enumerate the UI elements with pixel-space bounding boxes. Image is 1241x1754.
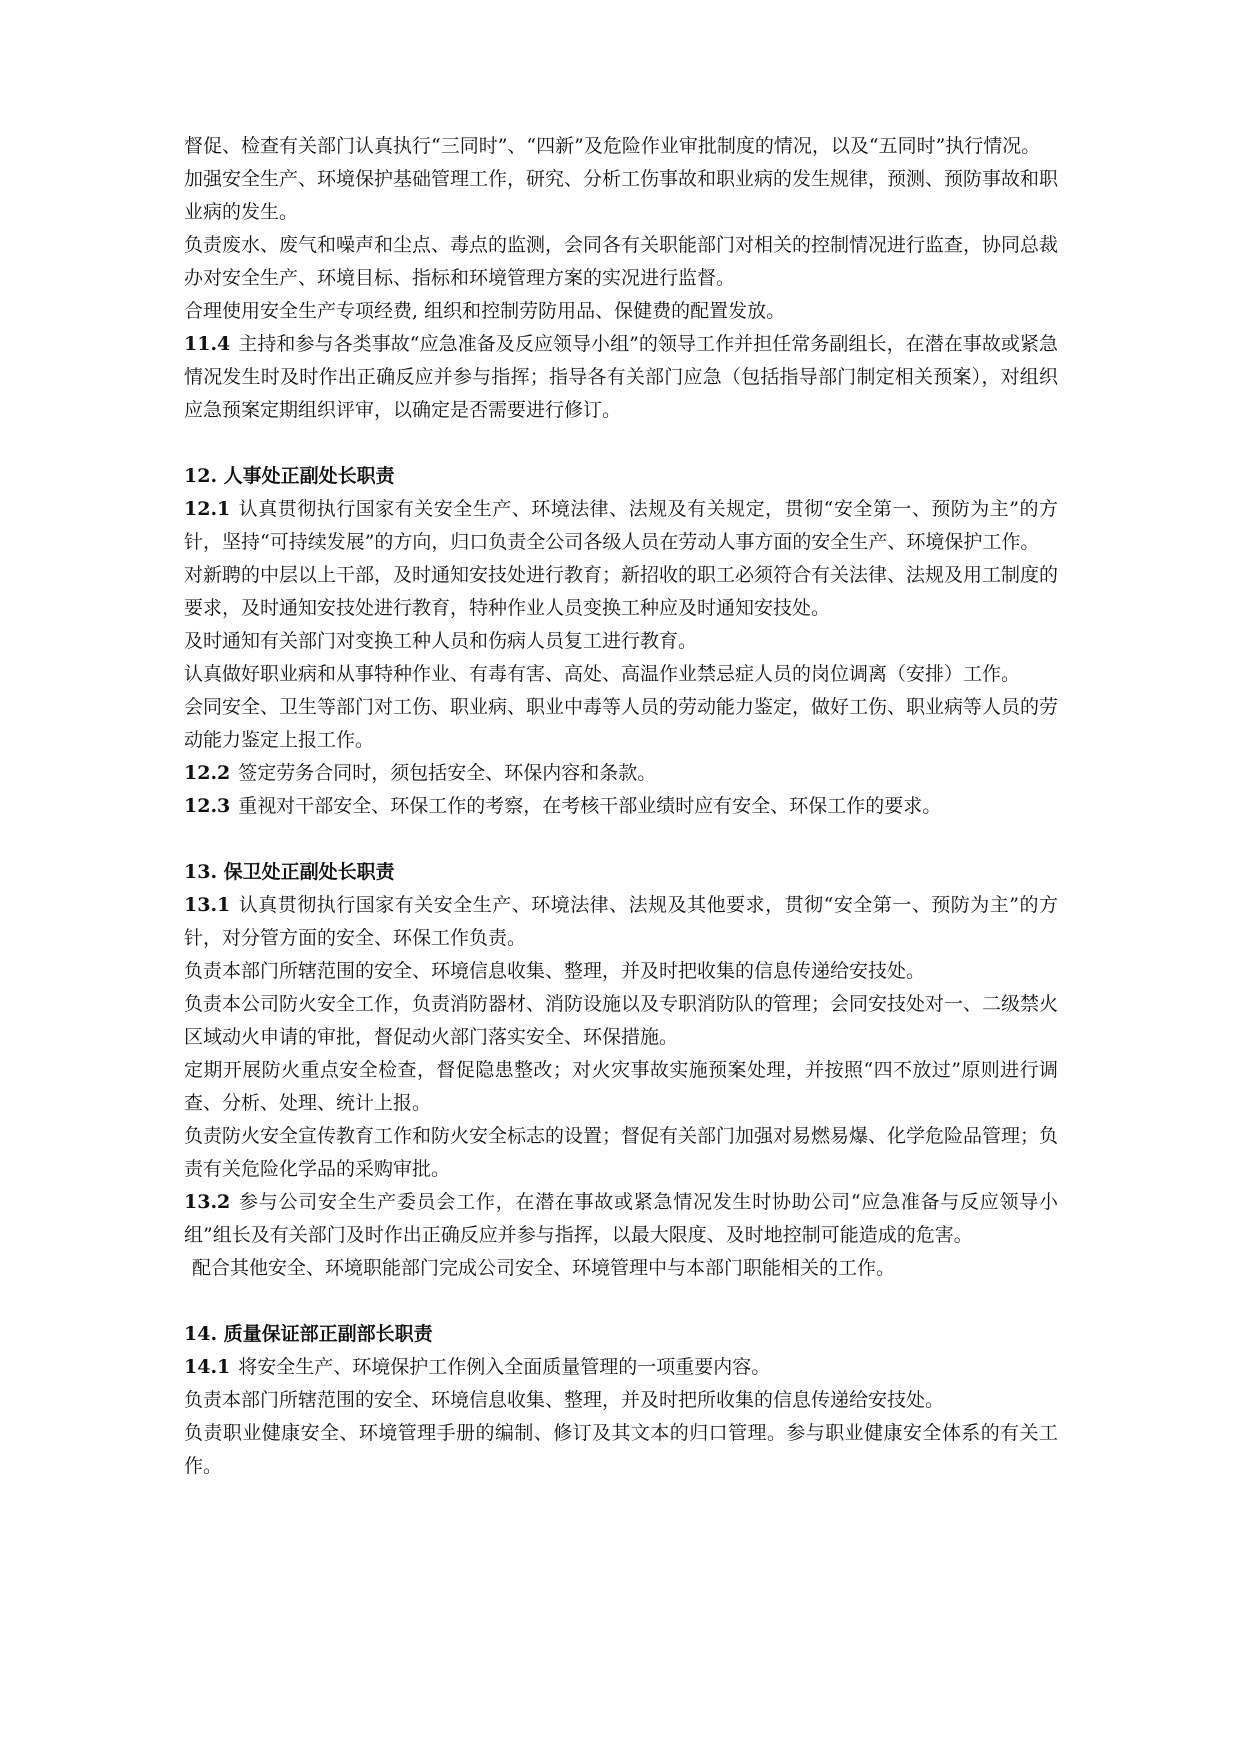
section-heading: 12. 人事处正副处长职责 bbox=[184, 465, 395, 487]
clause-text: 主持和参与各类事故“应急准备及反应领导小组”的领导工作并担任常务副组长，在潜在事故或紧急情况发生时及时作出正确反应并参与指挥；指导各有关部门应急（包括指导部门制定相关预案），对组织应急预案定期组织评审，以确定是否需要进行修订。 bbox=[184, 333, 1058, 421]
paragraph: 合理使用安全生产专项经费, 组织和控制劳防用品、保健费的配置发放。 bbox=[184, 300, 786, 322]
section-heading: 14. 质量保证部正副部长职责 bbox=[184, 1323, 433, 1345]
clause-text: 签定劳务合同时，须包括安全、环保内容和条款。 bbox=[238, 762, 657, 784]
section-gap bbox=[184, 427, 1058, 460]
clause-number: 13.1 bbox=[184, 894, 231, 916]
paragraph: 加强安全生产、环境保护基础管理工作，研究、分析工伤事故和职业病的发生规律，预测、预防事故和职业病的发生。 bbox=[184, 168, 1059, 223]
paragraph: 及时通知有关部门对变换工种人员和伤病人员复工进行教育。 bbox=[184, 630, 698, 652]
clause-number: 14.1 bbox=[184, 1356, 231, 1378]
document-page bbox=[184, 130, 1058, 1483]
numbered-clause bbox=[184, 790, 1058, 823]
numbered-clause bbox=[184, 889, 1058, 955]
paragraph: 督促、检查有关部门认真执行“三同时”、“四新”及危险作业审批制度的情况，以及“五同时”执行情况。 bbox=[184, 135, 1041, 157]
paragraph: 负责废水、废气和噪声和尘点、毒点的监测，会同各有关职能部门对相关的控制情况进行监查，协同总裁办对安全生产、环境目标、指标和环境管理方案的实况进行监督。 bbox=[184, 234, 1059, 289]
paragraph: 对新聘的中层以上干部，及时通知安技处进行教育；新招收的职工必须符合有关法律、法规及用工制度的要求，及时通知安技处进行教育，特种作业人员变换工种应及时通知安技处。 bbox=[184, 564, 1059, 619]
section-gap bbox=[184, 823, 1058, 856]
clause-text: 重视对干部安全、环保工作的考察，在考核干部业绩时应有安全、环保工作的要求。 bbox=[238, 795, 942, 817]
paragraph: 会同安全、卫生等部门对工伤、职业病、职业中毒等人员的劳动能力鉴定，做好工伤、职业病等人员的劳动能力鉴定上报工作。 bbox=[184, 696, 1059, 751]
clause-number: 12.1 bbox=[184, 498, 231, 520]
numbered-clause bbox=[184, 1351, 1058, 1384]
clause-number: 11.4 bbox=[184, 333, 231, 355]
paragraph: 负责本公司防火安全工作，负责消防器材、消防设施以及专职消防队的管理；会同安技处对一、二级禁火区域动火申请的审批，督促动火部门落实安全、环保措施。 bbox=[184, 993, 1059, 1048]
paragraph: 定期开展防火重点安全检查，督促隐患整改；对火灾事故实施预案处理，并按照“四不放过”原则进行调查、分析、处理、统计上报。 bbox=[184, 1059, 1058, 1114]
clause-text: 认真贯彻执行国家有关安全生产、环境法律、法规及有关规定，贯彻“安全第一、预防为主”的方针，坚持“可持续发展”的方向，归口负责全公司各级人员在劳动人事方面的安全生产、环境保护工作。 bbox=[184, 498, 1058, 553]
paragraph: 负责职业健康安全、环境管理手册的编制、修订及其文本的归口管理。参与职业健康安全体系的有关工作。 bbox=[184, 1422, 1058, 1477]
section-gap bbox=[184, 1285, 1058, 1318]
numbered-clause bbox=[184, 328, 1058, 427]
numbered-clause bbox=[184, 757, 1058, 790]
section-heading: 13. 保卫处正副处长职责 bbox=[184, 861, 395, 883]
clause-number: 13.2 bbox=[184, 1191, 231, 1213]
clause-number: 12.2 bbox=[184, 762, 231, 784]
paragraph: 负责本部门所辖范围的安全、环境信息收集、整理，并及时把收集的信息传递给安技处。 bbox=[184, 960, 926, 982]
numbered-clause bbox=[184, 1186, 1058, 1252]
numbered-clause bbox=[184, 493, 1058, 559]
clause-number: 12.3 bbox=[184, 795, 231, 817]
clause-text: 认真贯彻执行国家有关安全生产、环境法律、法规及其他要求，贯彻“安全第一、预防为主”的方针，对分管方面的安全、环保工作负责。 bbox=[184, 894, 1058, 949]
clause-text: 参与公司安全生产委员会工作，在潜在事故或紧急情况发生时协助公司“应急准备与反应领导小组”组长及有关部门及时作出正确反应并参与指挥，以最大限度、及时地控制可能造成的危害。 bbox=[184, 1191, 1058, 1246]
clause-text: 将安全生产、环境保护工作例入全面质量管理的一项重要内容。 bbox=[238, 1356, 771, 1378]
paragraph: 负责防火安全宣传教育工作和防火安全标志的设置；督促有关部门加强对易燃易爆、化学危险品管理；负责有关危险化学品的采购审批。 bbox=[184, 1125, 1059, 1180]
paragraph: 负责本部门所辖范围的安全、环境信息收集、整理，并及时把所收集的信息传递给安技处。 bbox=[184, 1389, 945, 1411]
paragraph: 认真做好职业病和从事特种作业、有毒有害、高处、高温作业禁忌症人员的岗位调离（安排）工作。 bbox=[184, 663, 1021, 685]
paragraph: 配合其他安全、环境职能部门完成公司安全、环境管理中与本部门职能相关的工作。 bbox=[192, 1257, 896, 1279]
